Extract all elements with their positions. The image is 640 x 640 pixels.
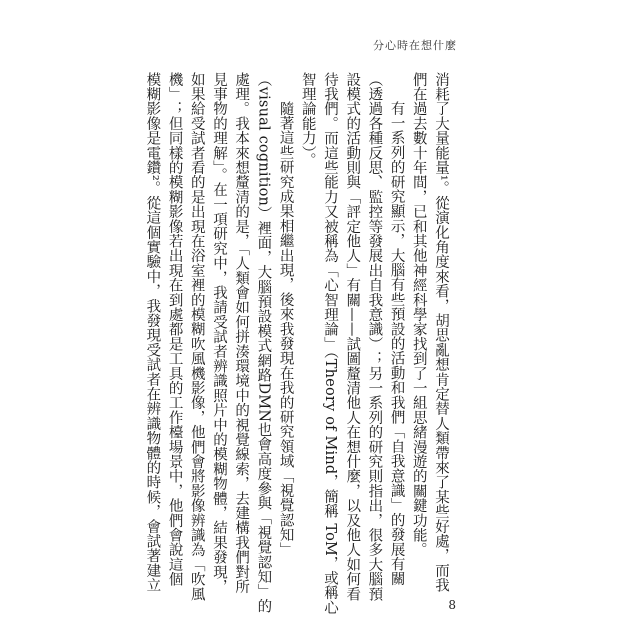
text-column: 有一系列的研究顯示，大腦有些預設的活動和我們「自我意識」的發展有關: [388, 101, 405, 587]
text-column: 消耗了大量能量¹。從演化角度來看，胡思亂想肯定替人類帶來了某些好處，而我: [433, 72, 449, 593]
text-column: 機」；但同樣的模糊影像若出現在到處都是工具的工作檯場景中，他們會說這個: [166, 72, 183, 587]
text-column: 設模式的活動則與「評定他人」有關——試圖釐清他人在想什麼，以及他人如何看: [344, 72, 361, 602]
text-column: 智理論能力）。: [299, 72, 316, 168]
page-number: 8: [448, 598, 456, 612]
text-column: 處理。我本來想釐清的是，「人類會如何拼湊環境中的視覺線索，去建構我們對所: [233, 72, 250, 594]
text-column: 見事物的理解」。在一項研究中，我請受試者辨識照片中的模糊物體，結果發現，: [210, 72, 227, 594]
text-column: （透過各種反思、監控等發展出自我意識）；另一系列的研究則指出，很多大腦預: [366, 72, 383, 602]
text-column: 如果給受試者看的是出現在浴室裡的模糊吹風機影像，他們會將影像辨識為「吹風: [188, 72, 205, 602]
text-column: 模糊影像是電鑽²。從這個實驗中，我發現受試者在辨識物體的時候，會試著建立: [144, 72, 161, 593]
vertical-text-body: [72, 72, 452, 615]
running-title: 分心時在想什麼: [373, 39, 457, 52]
text-column: 隨著這些研究成果相繼出現，後來我發現在我的研究領域「視覺認知」: [277, 101, 294, 557]
text-column: 們在過去數十年間，已和其他神經科學家找到了一組思緒漫遊的關鍵功能。: [410, 72, 427, 558]
text-column: 待我們。而這些能力又被稱為「心智理論」（Theory of Mind，簡稱 ToM，或稱心: [321, 72, 338, 615]
text-column: （visual cognition）裡面，大腦預設模式網路DMN也會高度參與「視覺認知」的: [255, 72, 272, 614]
